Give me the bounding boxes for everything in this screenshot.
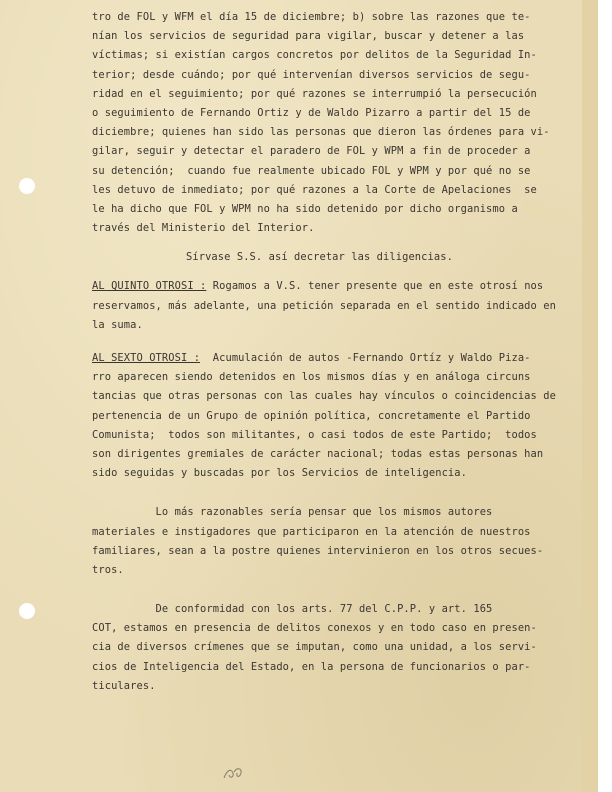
text-line: pertenencia de un Grupo de opinión política, concretamente el Partido [92,409,531,422]
text-line: familiares, sean a la postre quienes intervinieron en los otros secues- [92,544,544,557]
text-line: terior; desde cuándo; por qué intervenían diversos servicios de segu- [92,68,531,81]
text-line: Lo más razonables sería pensar que los mismos autores [92,506,493,519]
text-line: reservamos, más adelante, una petición separada en el sentido indicado en [92,299,556,312]
text-line: son dirigentes gremiales de carácter nacional; todas estas personas han [92,447,544,460]
paragraph-razonables [92,503,544,580]
paragraph-quinto-otrosi [92,277,556,335]
paragraph-conformidad [92,600,540,696]
handwritten-mark [222,764,246,782]
punch-hole [19,603,35,619]
text-line: sido seguidas y buscadas por los Servicios de inteligencia. [92,467,467,480]
text-run: Acumulación de autos -Fernando Ortíz y Waldo Piza- [200,352,531,364]
punch-hole [19,178,35,194]
text-line: diciembre; quienes han sido las personas que dieron las órdenes para vi- [92,126,550,139]
text-line: tancias que otras personas con las cuales hay vínculos o coincidencias de [92,390,556,403]
text-run: Rogamos a V.S. tener presente que en este otrosí nos [206,280,544,293]
text-line: cia de diversos crímenes que se imputan, como una unidad, a los servi- [92,641,537,654]
text-line: De conformidad con los arts. 77 del C.P.P. y art. 165 [92,603,493,616]
text-line [92,349,540,368]
sirvase-text: Sírvase S.S. así decretar las diligencias. [186,251,453,264]
quinto-otrosi-heading: AL QUINTO OTROSI : [92,280,207,293]
sexto-otrosi-heading: AL SEXTO OTROSI : [92,352,201,364]
text-line: víctimas; si existían cargos concretos por delitos de la Seguridad In- [92,49,537,62]
paragraph-diligencias [92,8,550,238]
text-line: tros. [92,563,124,576]
text-line: través del Ministerio del Interior. [92,222,315,235]
text-line: rro aparecen siendo detenidos en los mismos días y en análoga circuns [92,371,531,384]
text-line: gilar, seguir y detectar el paradero de FOL y WPM a fin de proceder a [92,145,531,158]
text-line: la suma. [92,318,143,331]
text-line: ticulares. [92,679,156,692]
text-line: ridad en el seguimiento; por qué razones se interrumpió la persecución [92,87,537,100]
text-line: tro de FOL y WFM el día 15 de diciembre; b) sobre las razones que te- [92,11,531,23]
paragraph-sexto-otrosi [92,349,556,483]
text-line: su detención; cuando fue realmente ubicado FOL y WPM y por qué no se [92,164,531,177]
sirvase-line [92,248,540,267]
text-line: nían los servicios de seguridad para vigilar, buscar y detener a las [92,30,525,43]
text-line: o seguimiento de Fernando Ortiz y de Waldo Pizarro a partir del 15 de [92,106,531,119]
text-line: COT, estamos en presencia de delitos conexos y en todo caso en presen- [92,622,537,635]
text-line: cios de Inteligencia del Estado, en la persona de funcionarios o par- [92,660,531,673]
paper-edge [582,0,598,792]
text-line: le ha dicho que FOL y WPM no ha sido detenido por dicho organismo a [92,202,518,215]
text-line [92,277,544,296]
document-body [92,8,556,696]
text-line: materiales e instigadores que participaron en la atención de nuestros [92,525,531,538]
text-line: les detuvo de inmediato; por qué razones a la Corte de Apelaciones se [92,183,537,196]
text-line: Comunista; todos son militantes, o casi todos de este Partido; todos [92,428,537,441]
